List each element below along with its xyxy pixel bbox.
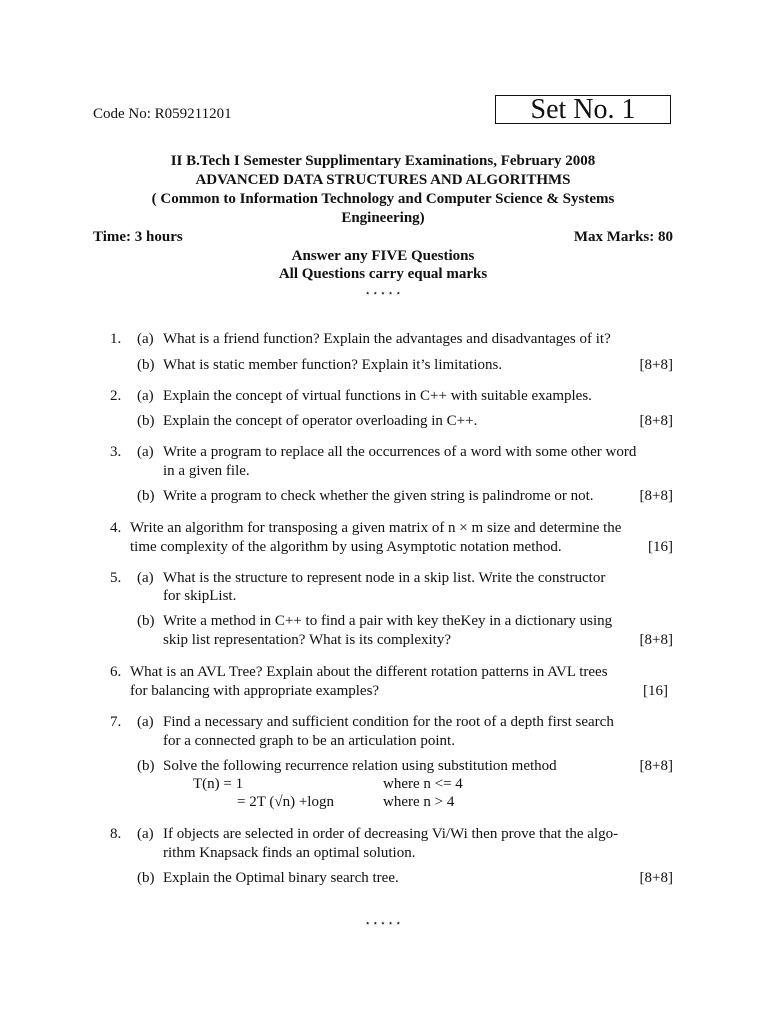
question-number: 1. — [110, 331, 122, 347]
sub-label: (b) — [137, 413, 155, 429]
time-marks-row — [93, 228, 673, 247]
sub-label: (b) — [137, 613, 155, 629]
question-text: Solve the following recurrence relation using substitution method — [163, 758, 557, 774]
sub-label: (b) — [137, 488, 155, 504]
recurrence-base-cond: where n <= 4 — [383, 776, 463, 792]
subject-title: ADVANCED DATA STRUCTURES AND ALGORITHMS — [195, 172, 571, 188]
sub-label: (a) — [137, 444, 154, 460]
question-text: Explain the Optimal binary search tree. — [163, 870, 399, 886]
max-marks-label: Max Marks: 80 — [573, 229, 673, 245]
exam-title-line: II B.Tech I Semester Supplimentary Examinations, February 2008 — [170, 153, 596, 169]
marks: [8+8] — [639, 632, 673, 648]
question-number: 7. — [110, 714, 122, 730]
sub-label: (b) — [137, 758, 155, 774]
marks: [16] — [648, 539, 673, 555]
question-number: 8. — [110, 826, 122, 842]
question-number: 5. — [110, 570, 122, 586]
marks: [8+8] — [639, 870, 673, 886]
question-number: 2. — [110, 388, 122, 404]
marks: [8+8] — [639, 758, 673, 774]
question-text: time complexity of the algorithm by using Asymptotic notation method. — [130, 539, 562, 555]
question-text: Write a method in C++ to find a pair with key theKey in a dictionary using — [163, 613, 613, 629]
sub-label: (a) — [137, 826, 154, 842]
sub-label: (b) — [137, 870, 155, 886]
question-text: Find a necessary and sufficient condition for the root of a depth first search — [163, 714, 614, 730]
question-number: 6. — [110, 664, 122, 680]
question-text: for a connected graph to be an articulation point. — [163, 733, 455, 749]
question-text: If objects are selected in order of decreasing Vi/Wi then prove that the algo- — [163, 826, 619, 842]
question-text: What is the structure to represent node in a skip list. Write the constructor — [163, 570, 606, 586]
instruction-answer: Answer any FIVE Questions — [291, 248, 475, 264]
header-stars: ⋆⋆⋆⋆⋆ — [364, 288, 404, 298]
sub-label: (a) — [137, 331, 154, 347]
question-text: What is an AVL Tree? Explain about the different rotation patterns in AVL trees — [130, 664, 608, 680]
question-text: skip list representation? What is its complexity? — [163, 632, 451, 648]
question-text: Write a program to replace all the occurrences of a word with some other word — [163, 444, 637, 460]
common-to-line: ( Common to Information Technology and Computer Science & Systems — [151, 191, 615, 207]
sub-label: (a) — [137, 714, 154, 730]
marks: [8+8] — [639, 357, 673, 373]
question-text: Write an algorithm for transposing a given matrix of n × m size and determine the — [130, 520, 622, 536]
question-text: for skipList. — [163, 588, 237, 604]
question-text: Explain the concept of operator overloading in C++. — [163, 413, 478, 429]
time-label: Time: 3 hours — [93, 229, 183, 245]
question-text: What is static member function? Explain it’s limitations. — [163, 357, 503, 373]
sub-label: (b) — [137, 357, 155, 373]
question-text: in a given file. — [163, 463, 250, 479]
footer-stars: ⋆⋆⋆⋆⋆ — [364, 918, 404, 928]
question-text: Write a program to check whether the given string is palindrome or not. — [163, 488, 594, 504]
marks: [8+8] — [639, 488, 673, 504]
question-number: 3. — [110, 444, 122, 460]
question-number: 4. — [110, 520, 122, 536]
question-text: rithm Knapsack finds an optimal solution. — [163, 845, 416, 861]
sub-label: (a) — [137, 570, 154, 586]
sub-label: (a) — [137, 388, 154, 404]
code-number: Code No: R059211201 — [93, 106, 232, 122]
set-number-box: Set No. 1 — [495, 95, 671, 124]
recurrence-step-cond: where n > 4 — [383, 794, 455, 810]
question-text: for balancing with appropriate examples? — [130, 683, 380, 699]
marks: [16] — [643, 683, 668, 699]
marks: [8+8] — [639, 413, 673, 429]
recurrence-base: T(n) = 1 — [193, 776, 244, 792]
common-to-line-2: Engineering) — [341, 210, 425, 226]
question-text: Explain the concept of virtual functions in C++ with suitable examples. — [163, 388, 592, 404]
recurrence-step: = 2T (√n) +logn — [237, 794, 334, 810]
instruction-marks: All Questions carry equal marks — [278, 266, 488, 282]
question-text: What is a friend function? Explain the advantages and disadvantages of it? — [163, 331, 611, 347]
